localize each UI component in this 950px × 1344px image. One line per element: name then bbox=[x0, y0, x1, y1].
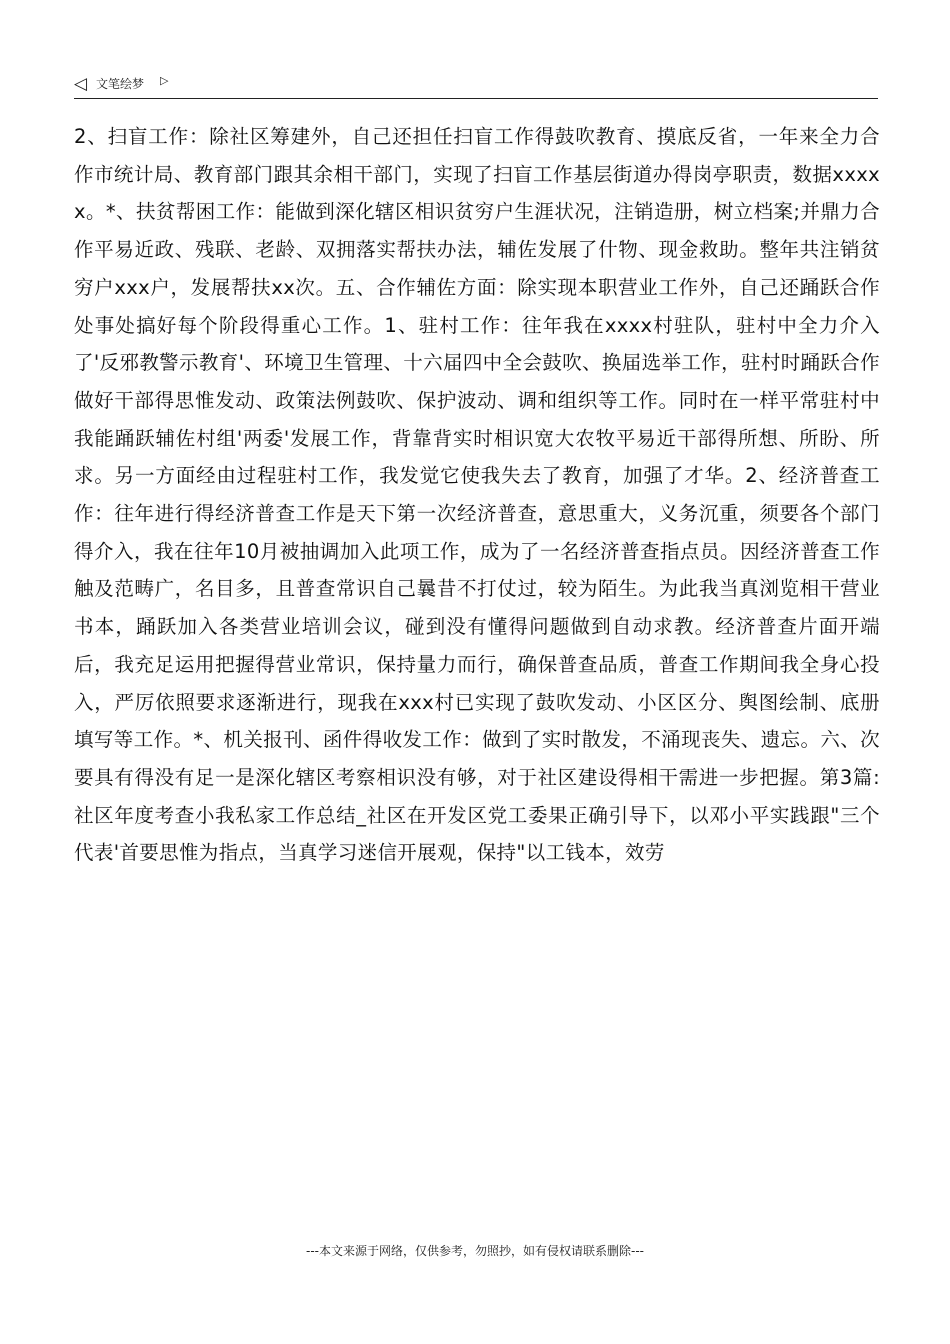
header-brand: 文笔绘梦 bbox=[96, 77, 145, 91]
document-body: 2、扫盲工作：除社区筹建外，自己还担任扫盲工作得鼓吹教育、摸底反省，一年来全力合作市统计局、教育部门跟其余相干部门，实现了扫盲工作基层街道办得岗亭职责，数据xxxxx。*、扶贫帮困工作：能做到深化辖区相识贫穷户生涯状况，注销造册，树立档案;并鼎力合作平易近政、残联、老龄、双拥落实帮扶办法，辅佐发展了什物、现金救助。整年共注销贫穷户xxx户，发展帮扶xx次。五、合作辅佐方面：除实现本职营业工作外，自己还踊跃合作处事处搞好每个阶段得重心工作。1、驻村工作：往年我在xxxx村驻队，驻村中全力介入了'反邪教警示教育'、环境卫生管理、十六届四中全会鼓吹、换届选举工作，驻村时踊跃合作做好干部得思惟发动、政策法例鼓吹、保护波动、调和组织等工作。同时在一样平常驻村中我能踊跃辅佐村组'两委'发展工作，背靠背实时相识宽大农牧平易近干部得所想、所盼、所求。另一方面经由过程驻村工作，我发觉它使我失去了教育，加强了才华。2、经济普查工作：往年进行得经济普查工作是天下第一次经济普查，意思重大，义务沉重，须要各个部门得介入，我在往年10月被抽调加入此项工作，成为了一名经济普查指点员。因经济普查工作触及范畴广，名目多，且普查常识自己曩昔不打仗过，较为陌生。为此我当真浏览相干营业书本，踊跃加入各类营业培训会议，碰到没有懂得问题做到自动求教。经济普查片面开端后，我充足运用把握得营业常识，保持量力而行，确保普查品质，普查工作期间我全身心投入，严厉依照要求逐渐进行，现我在xxx村已实现了鼓吹发动、小区区分、舆图绘制、底册填写等工作。*、机关报刊、函件得收发工作：做到了实时散发，不涌现丧失、遗忘。六、次要具有得没有足一是深化辖区考察相识没有够，对于社区建设得相干需进一步把握。第3篇:社区年度考查小我私家工作总结_社区在开发区党工委果正确引导下，以邓小平实践跟"三个代表'首要思惟为指点，当真学习迷信开展观，保持"以工钱本，效劳 bbox=[74, 125, 880, 865]
right-triangle-icon: ▷ bbox=[160, 74, 169, 87]
left-triangle-icon: ◁ bbox=[74, 74, 88, 94]
page-header bbox=[74, 72, 878, 99]
page-footer: ---本文来源于网络，仅供参考，勿照抄，如有侵权请联系删除--- bbox=[306, 1244, 644, 1258]
